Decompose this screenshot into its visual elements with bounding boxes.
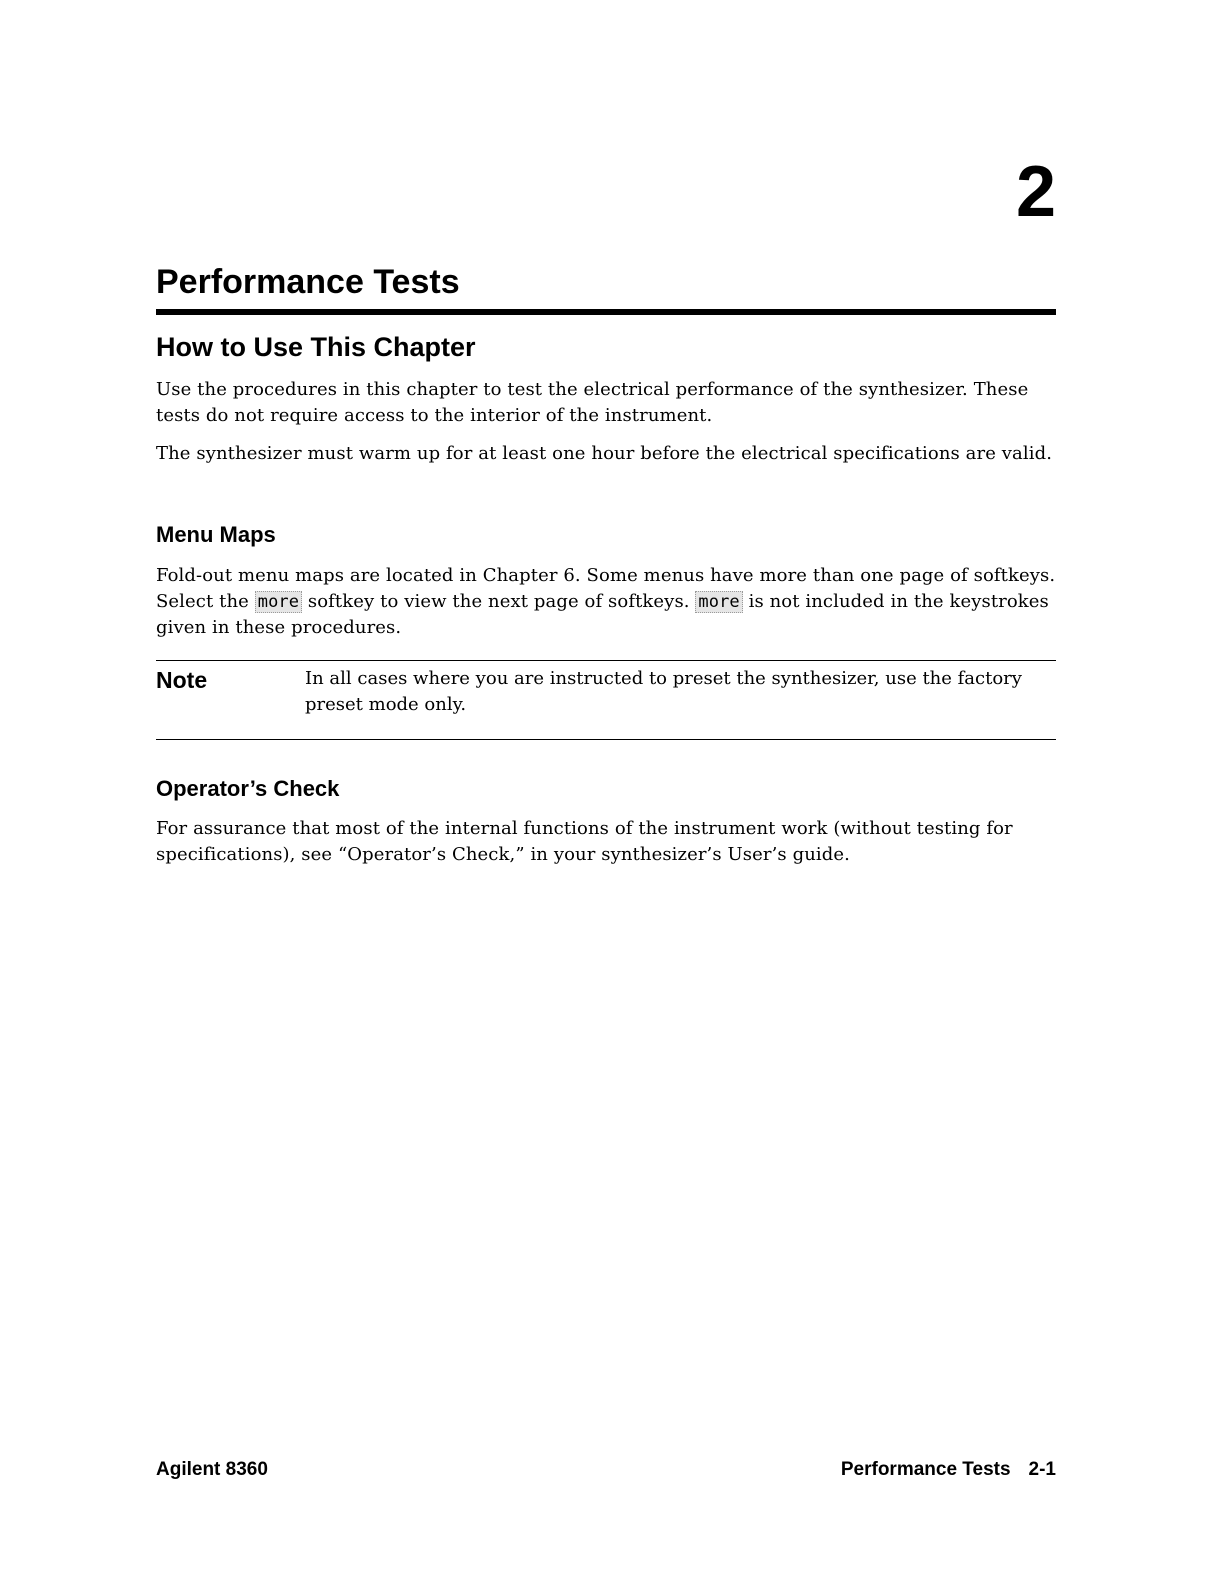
note-top-rule: [156, 660, 1056, 661]
menu-maps-text-c: is not included in the keystrokes given in these procedures.: [156, 591, 1049, 638]
note-label: Note: [156, 667, 208, 693]
chapter-number: 2: [1015, 152, 1056, 232]
paragraph-menu-maps: [156, 563, 1056, 641]
menu-maps-text-a: Fold-out menu maps are located in Chapter 6. Some menus have more than one page of softkeys. Select the: [156, 565, 1056, 612]
footer-running-title: [841, 1458, 1056, 1482]
subsection-heading-menu-maps: Menu Maps: [156, 522, 276, 547]
footer-product-name: Agilent 8360: [156, 1459, 268, 1480]
paragraph-warmup: The synthesizer must warm up for at least one hour before the electrical specifications are valid.: [156, 443, 1053, 464]
menu-maps-text-b: softkey to view the next page of softkeys.: [302, 591, 696, 612]
document-page: [156, 0, 1056, 1584]
footer-chapter-title: Performance Tests: [840, 1459, 1011, 1480]
note-bottom-rule: [156, 739, 1056, 740]
paragraph-procedures: Use the procedures in this chapter to test the electrical performance of the synthesizer. These tests do not require access to the interior of the instrument.: [156, 379, 1029, 426]
section-heading-how-to-use: How to Use This Chapter: [156, 332, 476, 362]
more-softkey-reference: more: [255, 591, 302, 613]
paragraph-operators-check: For assurance that most of the internal functions of the instrument work (without testing for specifications), see “Operator’s Check,” in your synthesizer’s User’s guide.: [156, 818, 1013, 865]
note-text: In all cases where you are instructed to preset the synthesizer, use the factory preset mode only.: [305, 668, 1022, 715]
chapter-title: Performance Tests: [156, 263, 460, 301]
footer-page-number: 2-1: [1028, 1459, 1056, 1480]
subsection-heading-operators-check: Operator’s Check: [156, 776, 340, 801]
more-softkey-reference-2: more: [695, 591, 742, 613]
chapter-title-rule: [156, 309, 1056, 315]
